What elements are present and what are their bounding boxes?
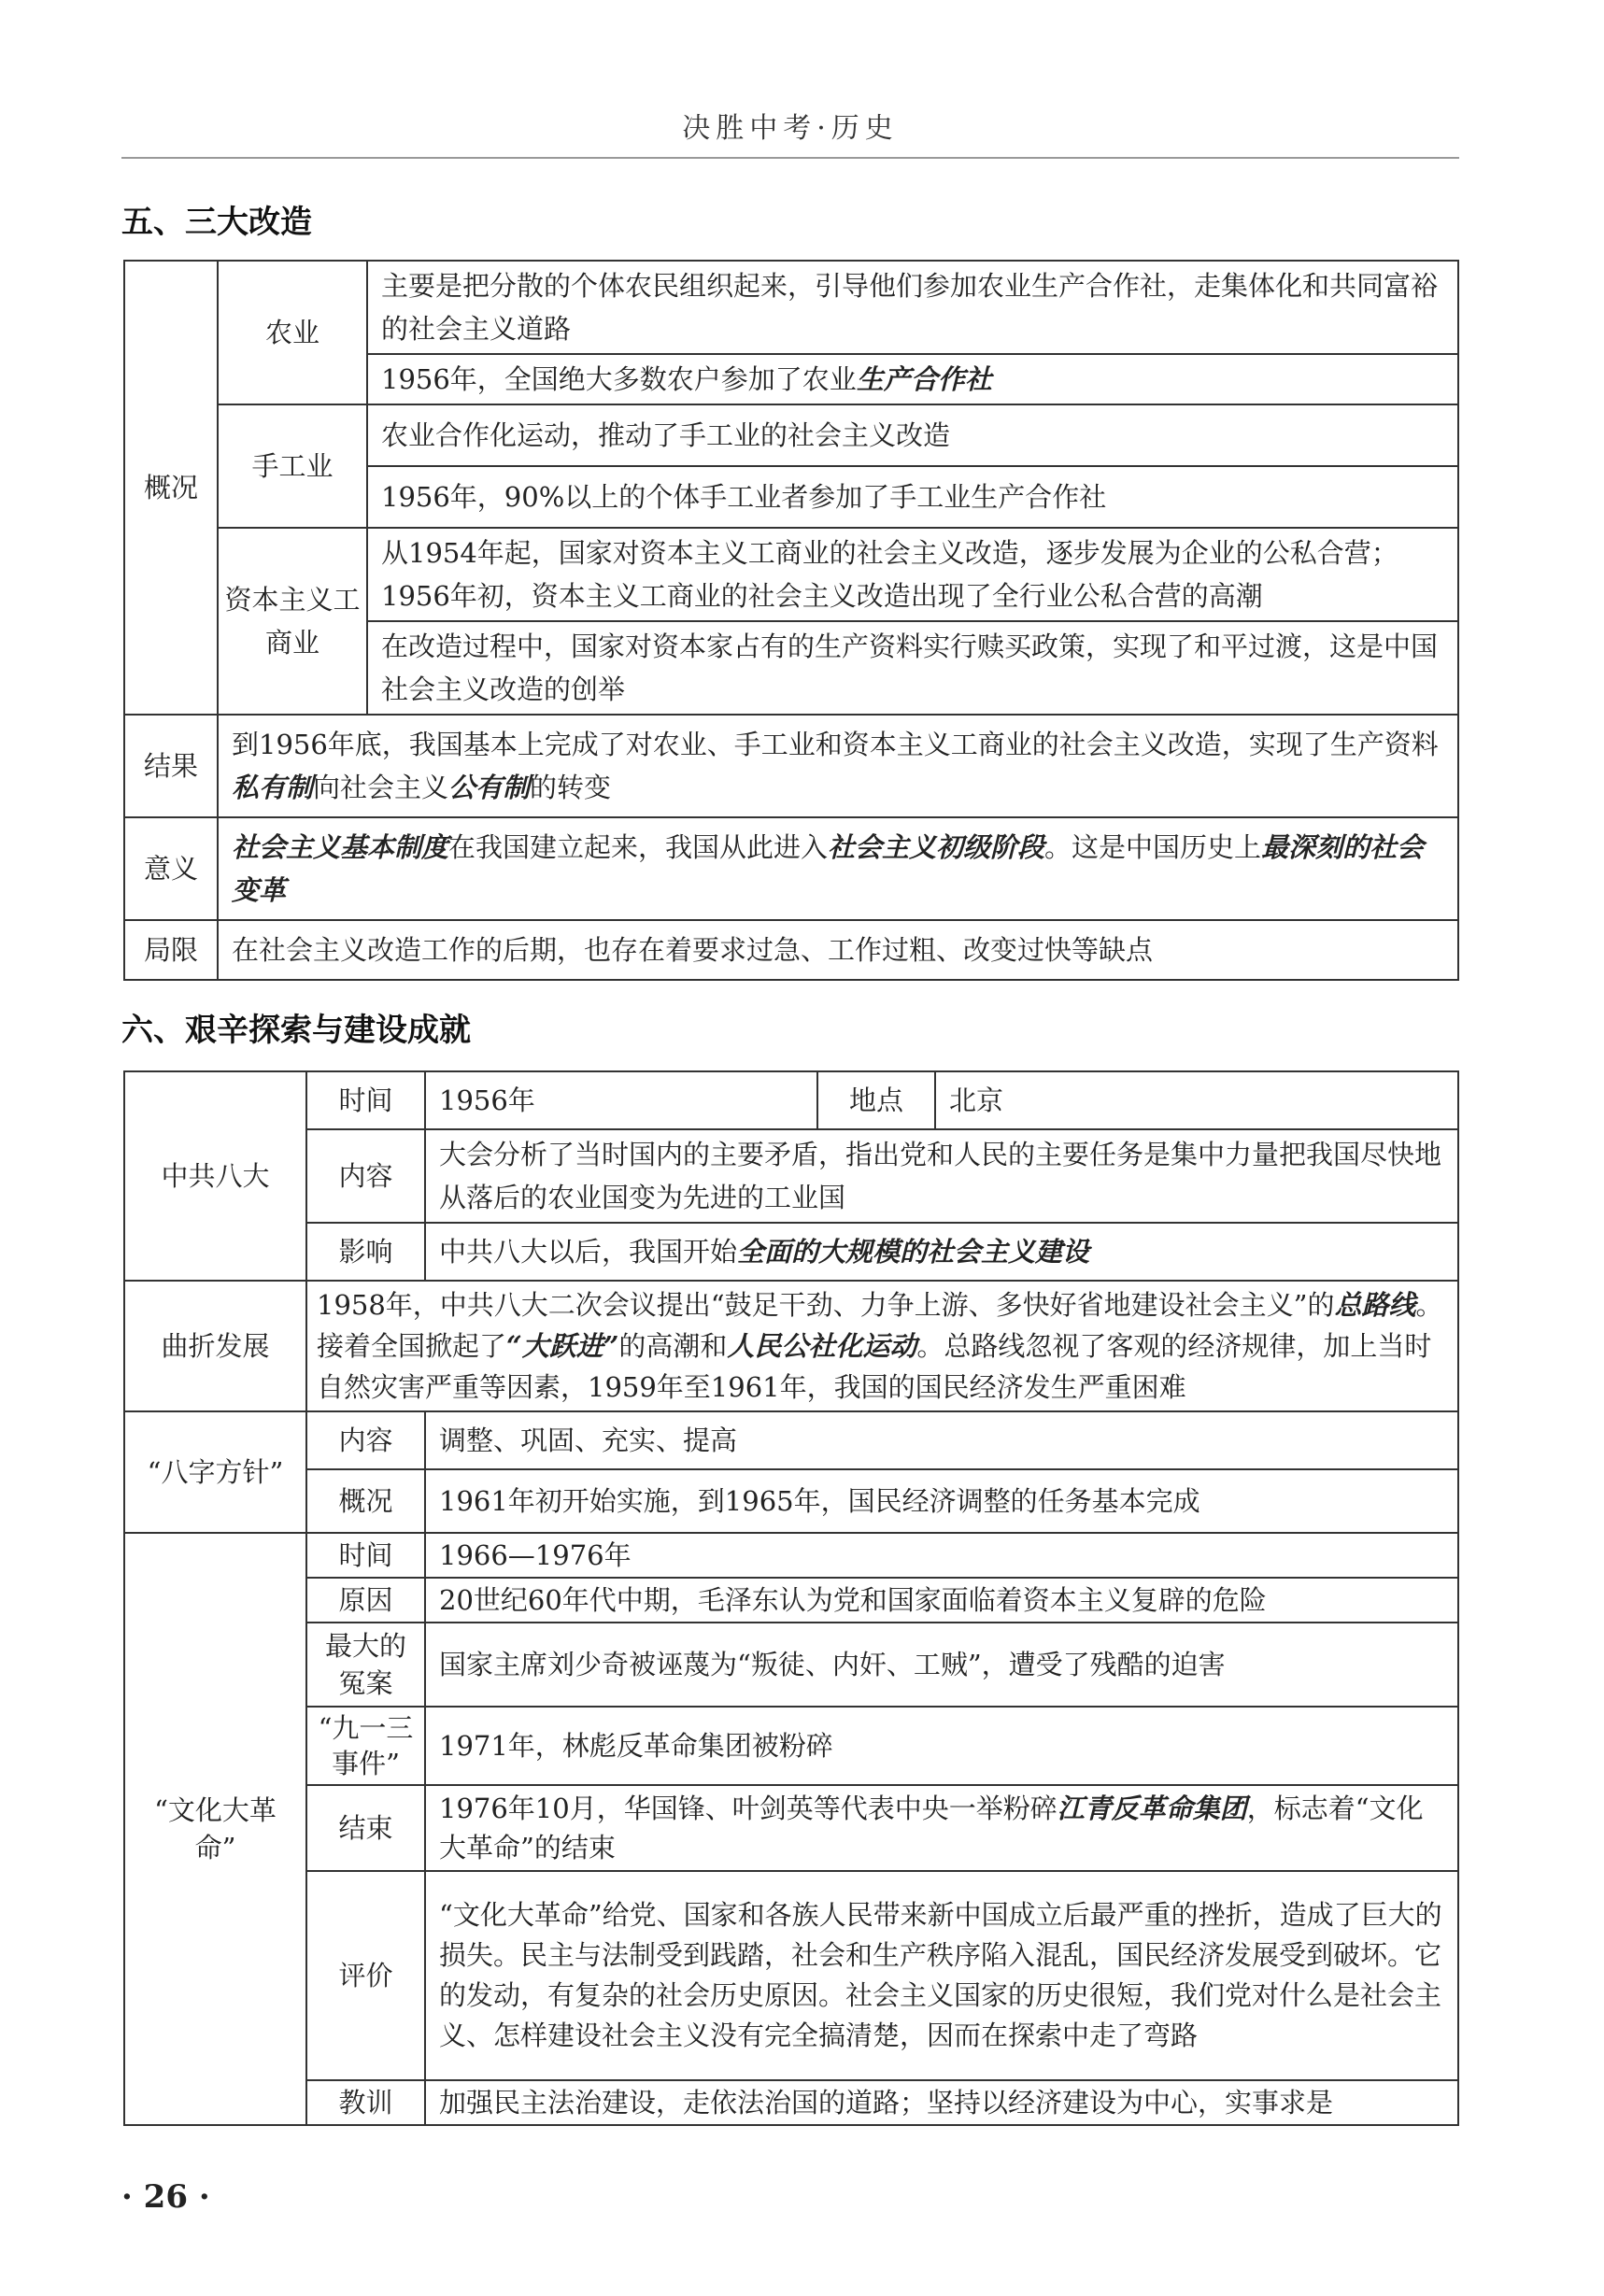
cr-lesson-value: 加强民主法治建设，走依法治国的道路；坚持以经济建设为中心，实事求是 (425, 2080, 1458, 2125)
page-number: · 26 · (121, 2178, 210, 2216)
ec-impact-label: 影响 (306, 1223, 425, 1281)
cr-evaluation-value: “文化大革命”给党、国家和各族人民带来新中国成立后最严重的挫折，造成了巨大的损失。民主与法制受到践踏，社会和生产秩序陷入混乱，国民经济发展受到破坏。它的发动，有复杂的社会历史原因。社会主义国家的历史很短，我们党对什么是社会主义、怎样建设社会主义没有完全搞清楚，因而在探索中走了弯路 (425, 1871, 1458, 2080)
limitation-text: 在社会主义改造工作的后期，也存在着要求过急、工作过粗、改变过快等缺点 (218, 920, 1458, 980)
agriculture-label: 农业 (218, 261, 367, 404)
cr-evaluation-label: 评价 (306, 1871, 425, 2080)
agriculture-line1: 主要是把分散的个体农民组织起来，引导他们参加农业生产合作社，走集体化和共同富裕的社会主义道路 (367, 261, 1458, 354)
ec-content-label: 内容 (306, 1129, 425, 1223)
section6-title: 六、艰辛探索与建设成就 (121, 1012, 471, 1049)
twists-text: 1958年，中共八大二次会议提出“鼓足干劲、力争上游、多快好省地建设社会主义”的总路线。接着全国掀起了“大跃进”的高潮和人民公社化运动。总路线忽视了客观的经济规律，加上当时自然灾害严重等因素，1959年至1961年，我国的国民经济发生严重困难 (306, 1281, 1458, 1411)
ec-content-value: 大会分析了当时国内的主要矛盾，指出党和人民的主要任务是集中力量把我国尽快地从落后的农业国变为先进的工业国 (425, 1129, 1458, 1223)
ec-impact-value: 中共八大以后，我国开始全面的大规模的社会主义建设 (425, 1223, 1458, 1281)
result-label: 结果 (124, 715, 218, 817)
header-rule (121, 157, 1459, 159)
twists-label: 曲折发展 (124, 1281, 306, 1411)
reform-table (123, 260, 1459, 981)
capitalist-line2: 在改造过程中，国家对资本家占有的生产资料实行赎买政策，实现了和平过渡，这是中国社会主义改造的创举 (367, 621, 1458, 715)
ec-place-value: 北京 (935, 1071, 1458, 1129)
eight-char-overview-value: 1961年初开始实施，到1965年，国民经济调整的任务基本完成 (425, 1469, 1458, 1533)
limitation-label: 局限 (124, 920, 218, 980)
eight-char-content-label: 内容 (306, 1411, 425, 1469)
cr-injustice-label: 最大的冤案 (306, 1623, 425, 1707)
handicraft-label: 手工业 (218, 404, 367, 528)
capitalist-line1: 从1954年起，国家对资本主义工商业的社会主义改造，逐步发展为企业的公私合营；1956年初，资本主义工商业的社会主义改造出现了全行业公私合营的高潮 (367, 528, 1458, 621)
section5-title: 五、三大改造 (121, 204, 312, 241)
cr-injustice-value: 国家主席刘少奇被诬蔑为“叛徒、内奸、工贼”，遭受了残酷的迫害 (425, 1623, 1458, 1707)
significance-label: 意义 (124, 817, 218, 920)
page-header: 决胜中考·历史 (682, 112, 899, 145)
result-text: 到1956年底，我国基本上完成了对农业、手工业和资本主义工商业的社会主义改造，实现了生产资料私有制向社会主义公有制的转变 (218, 715, 1458, 817)
cr-cause-value: 20世纪60年代中期，毛泽东认为党和国家面临着资本主义复辟的危险 (425, 1578, 1458, 1623)
handicraft-line2: 1956年，90%以上的个体手工业者参加了手工业生产合作社 (367, 466, 1458, 528)
cr-cause-label: 原因 (306, 1578, 425, 1623)
eighth-congress-label: 中共八大 (124, 1071, 306, 1281)
cr-incident-value: 1971年，林彪反革命集团被粉碎 (425, 1707, 1458, 1785)
capitalist-label: 资本主义工商业 (218, 528, 367, 715)
cr-time-value: 1966—1976年 (425, 1533, 1458, 1578)
ec-place-label: 地点 (817, 1071, 935, 1129)
cr-end-label: 结束 (306, 1785, 425, 1871)
cr-lesson-label: 教训 (306, 2080, 425, 2125)
overview-label: 概况 (124, 261, 218, 715)
cultural-revolution-label: “文化大革命” (124, 1533, 306, 2125)
eight-char-label: “八字方针” (124, 1411, 306, 1533)
eight-char-content-value: 调整、巩固、充实、提高 (425, 1411, 1458, 1469)
cr-time-label: 时间 (306, 1533, 425, 1578)
significance-text: 社会主义基本制度在我国建立起来，我国从此进入社会主义初级阶段。这是中国历史上最深刻的社会变革 (218, 817, 1458, 920)
agriculture-line2: 1956年，全国绝大多数农户参加了农业生产合作社 (367, 354, 1458, 404)
eight-char-overview-label: 概况 (306, 1469, 425, 1533)
cr-incident-label: “九一三事件” (306, 1707, 425, 1785)
ec-time-value: 1956年 (425, 1071, 817, 1129)
exploration-table (123, 1070, 1459, 2126)
ec-time-label: 时间 (306, 1071, 425, 1129)
handicraft-line1: 农业合作化运动，推动了手工业的社会主义改造 (367, 404, 1458, 466)
cr-end-value: 1976年10月，华国锋、叶剑英等代表中央一举粉碎江青反革命集团，标志着“文化大革命”的结束 (425, 1785, 1458, 1871)
